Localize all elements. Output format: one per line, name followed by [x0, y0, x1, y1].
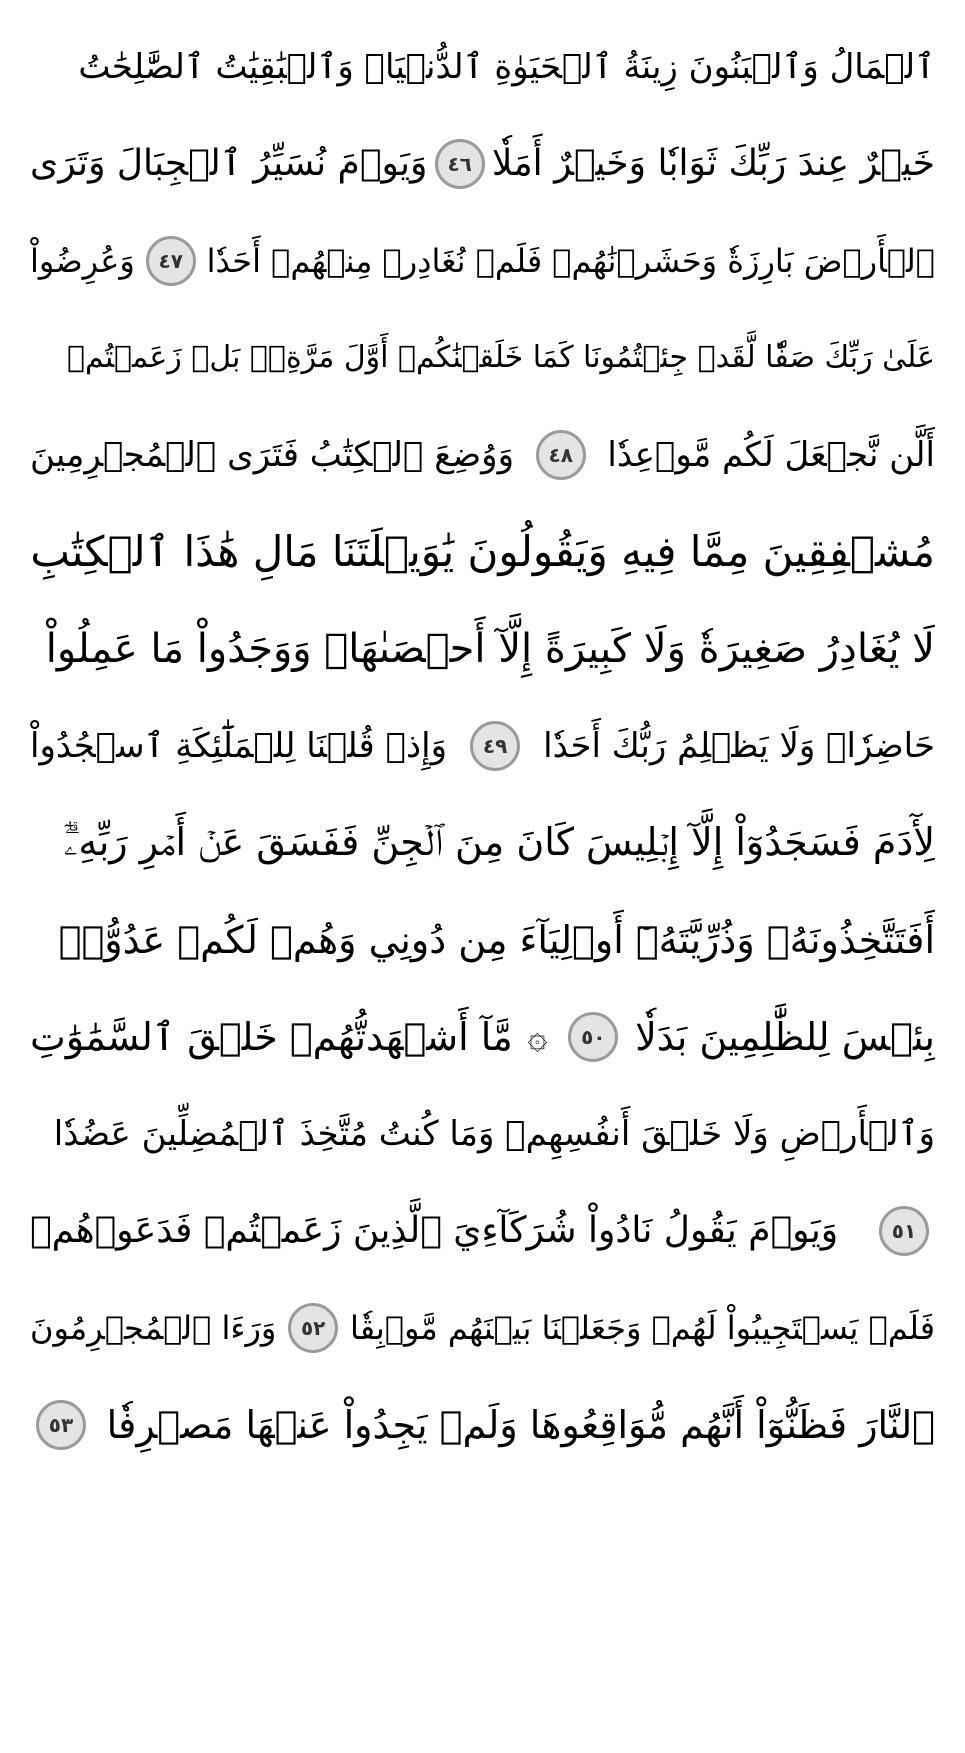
quran-line	[30, 600, 935, 697]
quran-line	[30, 1085, 935, 1182]
hizb-star-icon: ۞	[527, 1017, 548, 1057]
verse-text: لَا يُغَادِرُ صَغِيرَةٗ وَلَا كَبِيرَةً إِلَّآ أَحۡصَىٰهَاۚ وَوَجَدُواْ مَا عَمِلُواْ	[45, 625, 935, 672]
ayah-number-marker: ٤٦	[435, 139, 485, 189]
ayah-number-marker: ٤٩	[470, 721, 520, 771]
quran-line	[30, 309, 935, 406]
quran-line	[30, 697, 935, 794]
verse-text: ٱلنَّارَ فَظَنُّوٓاْ أَنَّهُم مُّوَاقِعُوهَا وَلَمۡ يَجِدُواْ عَنۡهَا مَصۡرِفٗا	[106, 1402, 935, 1447]
quran-line	[30, 503, 935, 600]
verse-text: أَفَتَتَّخِذُونَهُۥ وَذُرِّيَّتَهُۥٓ أَوۡلِيَآءَ مِن دُونِي وَهُمۡ لَكُمۡ عَدُوُّۢۚ	[58, 917, 935, 962]
quran-line	[30, 1279, 935, 1376]
quran-line	[30, 988, 935, 1085]
verse-text: وَوُضِعَ ٱلۡكِتَٰبُ فَتَرَى ٱلۡمُجۡرِمِينَ	[30, 434, 515, 475]
verse-text: وَيَوۡمَ يَقُولُ نَادُواْ شُرَكَآءِيَ ٱلَّذِينَ زَعَمۡتُمۡ فَدَعَوۡهُمۡ	[30, 1210, 839, 1251]
verse-text: وَٱلۡأَرۡضِ وَلَا خَلۡقَ أَنفُسِهِمۡ وَمَا كُنتُ مُتَّخِذَ ٱلۡمُضِلِّينَ عَضُدٗا	[53, 1114, 935, 1154]
verse-text: فَلَمۡ يَسۡتَجِيبُواْ لَهُمۡ وَجَعَلۡنَا بَيۡنَهُم مَّوۡبِقٗا	[349, 1308, 935, 1347]
quran-line	[30, 794, 935, 891]
ayah-number-marker: ٤٨	[536, 430, 586, 480]
verse-text: ٱلۡمَالُ وَٱلۡبَنُونَ زِينَةُ ٱلۡحَيَوٰةِ ٱلدُّنۡيَاۖ وَٱلۡبَٰقِيَٰتُ ٱلصَّٰلِحَٰتُ	[78, 47, 935, 87]
verse-text: مَّآ أَشۡهَدتُّهُمۡ خَلۡقَ ٱلسَّمَٰوَٰتِ	[30, 1014, 513, 1059]
quran-line	[30, 406, 935, 503]
verse-text: أَلَّن نَّجۡعَلَ لَكُم مَّوۡعِدٗا	[607, 434, 935, 475]
quran-line	[30, 115, 935, 212]
quran-line	[30, 212, 935, 309]
ayah-number-marker: ٥١	[879, 1206, 929, 1256]
verse-text: وَعُرِضُواْ	[30, 241, 135, 280]
quran-line	[30, 891, 935, 988]
quran-line	[30, 18, 935, 115]
verse-text: وَإِذۡ قُلۡنَا لِلۡمَلَٰٓئِكَةِ ٱسۡجُدُواْ	[30, 726, 448, 766]
quran-line	[30, 1182, 935, 1279]
verse-text: لِأٓدَمَ فَسَجَدُوٓاْ إِلَّآ إِبۡلِيسَ كَانَ مِنَ ٱلۡجِنِّ فَفَسَقَ عَنۡ أَمۡرِ رَبِّهِۦٓۗ	[63, 820, 935, 864]
ayah-number-marker: ٤٧	[146, 236, 196, 286]
verse-text: عَلَىٰ رَبِّكَ صَفّٗا لَّقَدۡ جِئۡتُمُونَا كَمَا خَلَقۡنَٰكُمۡ أَوَّلَ مَرَّةِۭۚ بَلۡ زَعَمۡتُمۡ	[67, 340, 935, 375]
verse-text: مُشۡفِقِينَ مِمَّا فِيهِ وَيَقُولُونَ يَٰوَيۡلَتَنَا مَالِ هَٰذَا ٱلۡكِتَٰبِ	[30, 527, 935, 576]
verse-text: ٱلۡأَرۡضَ بَارِزَةٗ وَحَشَرۡنَٰهُمۡ فَلَمۡ نُغَادِرۡ مِنۡهُمۡ أَحَدٗا	[206, 241, 935, 280]
verse-text: وَيَوۡمَ نُسَيِّرُ ٱلۡجِبَالَ وَتَرَى	[30, 143, 428, 184]
verse-text: خَيۡرٌ عِندَ رَبِّكَ ثَوَابٗا وَخَيۡرٌ أَمَلٗا	[491, 143, 935, 184]
ayah-number-marker: ٥٠	[568, 1012, 618, 1062]
ayah-number-marker: ٥٢	[288, 1303, 338, 1353]
verse-text: بِئۡسَ لِلظَّٰلِمِينَ بَدَلٗا	[635, 1014, 935, 1059]
verse-text: حَاضِرٗاۗ وَلَا يَظۡلِمُ رَبُّكَ أَحَدٗا	[543, 725, 935, 766]
quran-line	[30, 1376, 935, 1473]
ayah-number-marker: ٥٣	[36, 1400, 86, 1450]
verse-text: وَرَءَا ٱلۡمُجۡرِمُونَ	[30, 1308, 277, 1347]
